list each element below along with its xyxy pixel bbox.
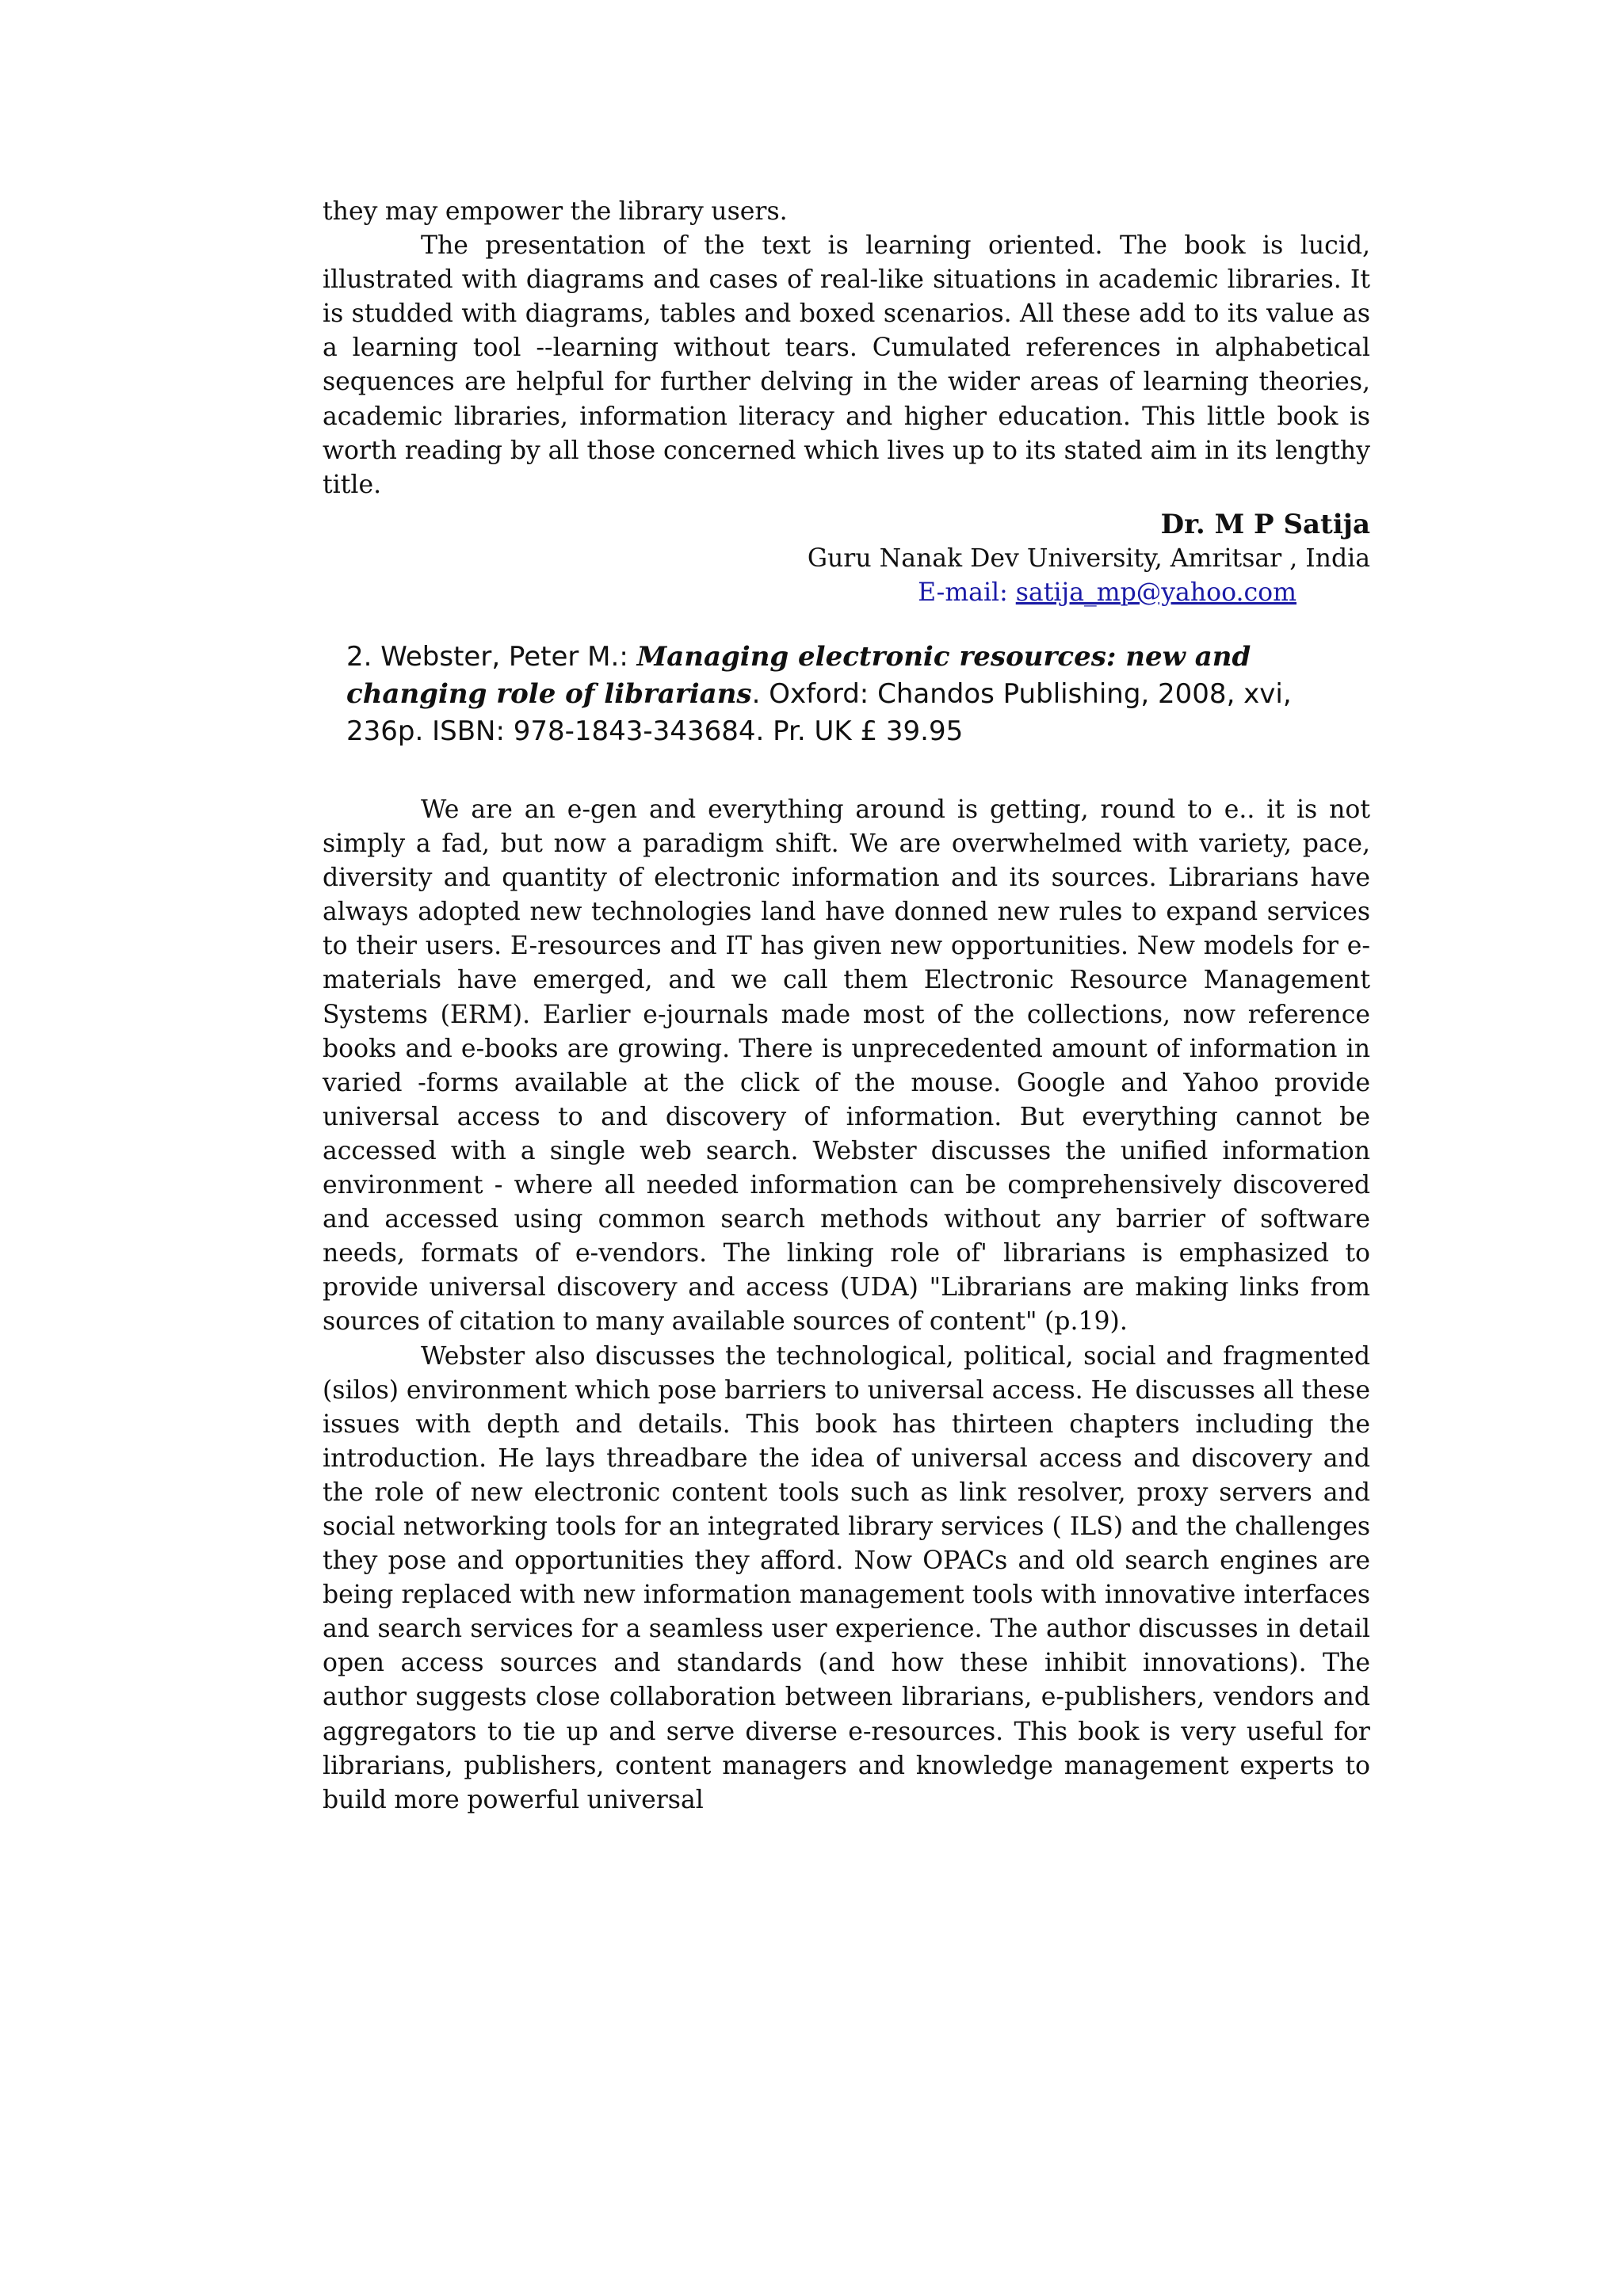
book-citation <box>346 639 1370 750</box>
reviewer-name: Dr. M P Satija <box>1160 509 1370 540</box>
citation-details: . Oxford: Chandos Publishing, 2008, xvi, 236p. ISBN: 978-1843-343684. Pr. UK £ 39.95 <box>346 678 1292 747</box>
email-link[interactable]: satija_mp@yahoo.com <box>1015 578 1296 607</box>
review1-paragraph-1: they may empower the library users. <box>323 197 788 226</box>
review2-paragraph-1: We are an e-gen and everything around is getting, round to e.. it is not simply a fad, but now a paradigm shift. We are overwhelmed with variety, pace, diversity and quantity of electronic information and its sources. Librarians have always adopted new technologies land have donned new rules to expand services to their users. E-resources and IT has given new opportunities. New models for e-materials have emerged, and we call them Electronic Resource Management Systems (ERM). Earlier e-journals made most of the collections, now reference books and e-books are growing. There is unprecedented amount of information in varied -forms available at the click of the mouse. Google and Yahoo provide universal access to and discovery of information. But everything cannot be accessed with a single web search. Webster discusses the unified information environment - where all needed information can be comprehensively discovered and accessed using common search methods without any barrier of software needs, formats of e-vendors. The linking role of' librarians is emphasized to provide universal discovery and access (UDA) "Librarians are making links from sources of citation to many available sources of content" (p.19). <box>323 795 1370 1337</box>
review2-paragraph-2: Webster also discusses the technological, political, social and fragmented (silos) environment which pose barriers to universal access. He discusses all these issues with depth and details. This book has thirteen chapters including the introduction. He lays threadbare the idea of universal access and discovery and the role of new electronic content tools such as link resolver, proxy servers and social networking tools for an integrated library services ( ILS) and the challenges they pose and opportunities they afford. Now OPACs and old search engines are being replaced with new information management tools with innovative interfaces and search services for a seamless user experience. The author discusses in detail open access sources and standards (and how these inhibit innovations). The author suggests close collaboration between librarians, e-publishers, vendors and aggregators to tie up and serve diverse e-resources. This book is very useful for librarians, publishers, content managers and knowledge management experts to build more powerful universal <box>323 1341 1370 1814</box>
citation-author: 2. Webster, Peter M.: <box>346 641 637 673</box>
reviewer-affiliation: Guru Nanak Dev University, Amritsar , India <box>807 544 1370 573</box>
reviewer-email-line <box>918 576 1296 610</box>
review2-body <box>323 793 1370 1817</box>
email-label: E-mail: <box>918 578 1016 607</box>
review1-paragraph-2: The presentation of the text is learning oriented. The book is lucid, illustrated with diagrams and cases of real-like situations in academic libraries. It is studded with diagrams, tables and boxed scenarios. All these add to its value as a learning tool --learning without tears. Cumulated references in alphabetical sequences are helpful for further delving in the wider areas of learning theories, academic libraries, information literacy and higher education. This little book is worth reading by all those concerned which lives up to its stated aim in its lengthy title. <box>323 231 1370 499</box>
citation-title: Managing electronic resources: new and changing role of librarians <box>346 641 1251 710</box>
review1-body <box>323 195 1370 502</box>
